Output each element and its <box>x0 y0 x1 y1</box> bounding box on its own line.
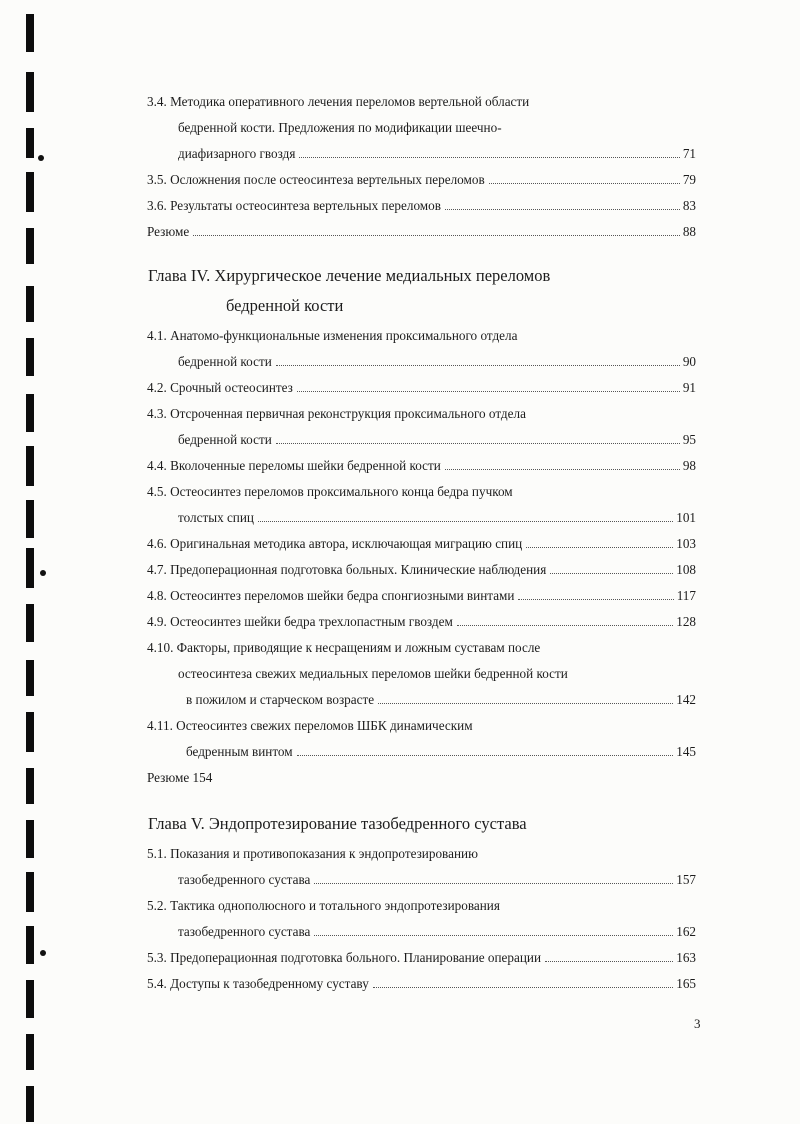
toc-entry-4-8: 4.8. Остеосинтез переломов шейки бедра спонгиозными винтами 117 <box>147 588 696 603</box>
page-ref: 101 <box>676 510 696 525</box>
page-ref: 145 <box>676 744 696 759</box>
page-ref: 79 <box>682 172 696 187</box>
page-ref: 91 <box>682 380 696 395</box>
toc-entry-5-2-line2: тазобедренного сустава 162 <box>178 924 696 939</box>
toc-entry-resume-3: Резюме 88 <box>147 224 696 239</box>
toc-entry-4-10-line1: 4.10. Факторы, приводящие к несращениям и ложным суставам после <box>147 640 541 655</box>
toc-entry-5-2-line1: 5.2. Тактика однополюсного и тотального эндопротезирования <box>147 898 500 913</box>
toc-entry-4-11-line2: бедренным винтом 145 <box>186 744 696 759</box>
toc-entry-5-1-line2: тазобедренного сустава 157 <box>178 872 696 887</box>
toc-entry-4-3-line2: бедренной кости 95 <box>178 432 696 447</box>
toc-entry-4-5-line2: толстых спиц 101 <box>178 510 696 525</box>
chapter-4-title-line2: бедренной кости <box>226 296 344 315</box>
toc-entry-4-7: 4.7. Предоперационная подготовка больных. Клинические наблюдения 108 <box>147 562 696 577</box>
toc-entry-4-4: 4.4. Вколоченные переломы шейки бедренной кости 98 <box>147 458 696 473</box>
page-ref: 157 <box>676 872 696 887</box>
toc-entry-3-4-line3: диафизарного гвоздя 71 <box>178 146 696 161</box>
toc-entry-3-4-line2: бедренной кости. Предложения по модификации шеечно- <box>178 120 502 135</box>
page-ref: 88 <box>682 224 696 239</box>
toc-entry-resume-4: Резюме 154 <box>147 770 213 785</box>
toc-entry-4-2: 4.2. Срочный остеосинтез 91 <box>147 380 696 395</box>
toc-entry-5-4: 5.4. Доступы к тазобедренному суставу 165 <box>147 976 696 991</box>
toc-entry-4-1-line2: бедренной кости 90 <box>178 354 696 369</box>
page-ref: 98 <box>682 458 696 473</box>
toc-entry-3-4-line1: 3.4. Методика оперативного лечения переломов вертельной области <box>147 94 530 109</box>
toc-entry-4-10-line3: в пожилом и старческом возрасте 142 <box>186 692 696 707</box>
toc-entry-4-3-line1: 4.3. Отсроченная первичная реконструкция проксимального отдела <box>147 406 526 421</box>
page-ref: 108 <box>676 562 696 577</box>
toc-entry-3-5: 3.5. Осложнения после остеосинтеза вертельных переломов 79 <box>147 172 696 187</box>
page-ref: 95 <box>682 432 696 447</box>
toc-entry-4-5-line1: 4.5. Остеосинтез переломов проксимального конца бедра пучком <box>147 484 513 499</box>
page-ref: 83 <box>682 198 696 213</box>
toc-entry-4-6: 4.6. Оригинальная методика автора, исключающая миграцию спиц 103 <box>147 536 696 551</box>
toc-entry-4-1-line1: 4.1. Анатомо-функциональные изменения проксимального отдела <box>147 328 518 343</box>
toc-entry-4-11-line1: 4.11. Остеосинтез свежих переломов ШБК динамическим <box>147 718 473 733</box>
chapter-5-title: Глава V. Эндопротезирование тазобедренного сустава <box>148 814 527 833</box>
toc-entry-5-1-line1: 5.1. Показания и противопоказания к эндопротезированию <box>147 846 478 861</box>
toc-entry-4-10-line2: остеосинтеза свежих медиальных переломов шейки бедренной кости <box>178 666 568 681</box>
page-ref: 103 <box>676 536 696 551</box>
page-ref: 163 <box>676 950 696 965</box>
toc-entry-5-3: 5.3. Предоперационная подготовка больного. Планирование операции 163 <box>147 950 696 965</box>
page-number: 3 <box>694 1016 701 1031</box>
page-ref: 117 <box>676 588 696 603</box>
page-ref: 71 <box>682 146 696 161</box>
page-ref: 142 <box>676 692 696 707</box>
page-ref: 128 <box>676 614 696 629</box>
toc-entry-4-9: 4.9. Остеосинтез шейки бедра трехлопастным гвоздем 128 <box>147 614 696 629</box>
page-ref: 162 <box>676 924 696 939</box>
page-ref: 90 <box>682 354 696 369</box>
toc-entry-3-6: 3.6. Результаты остеосинтеза вертельных переломов 83 <box>147 198 696 213</box>
chapter-4-title-line1: Глава IV. Хирургическое лечение медиальных переломов <box>148 266 551 285</box>
page-ref: 165 <box>676 976 696 991</box>
